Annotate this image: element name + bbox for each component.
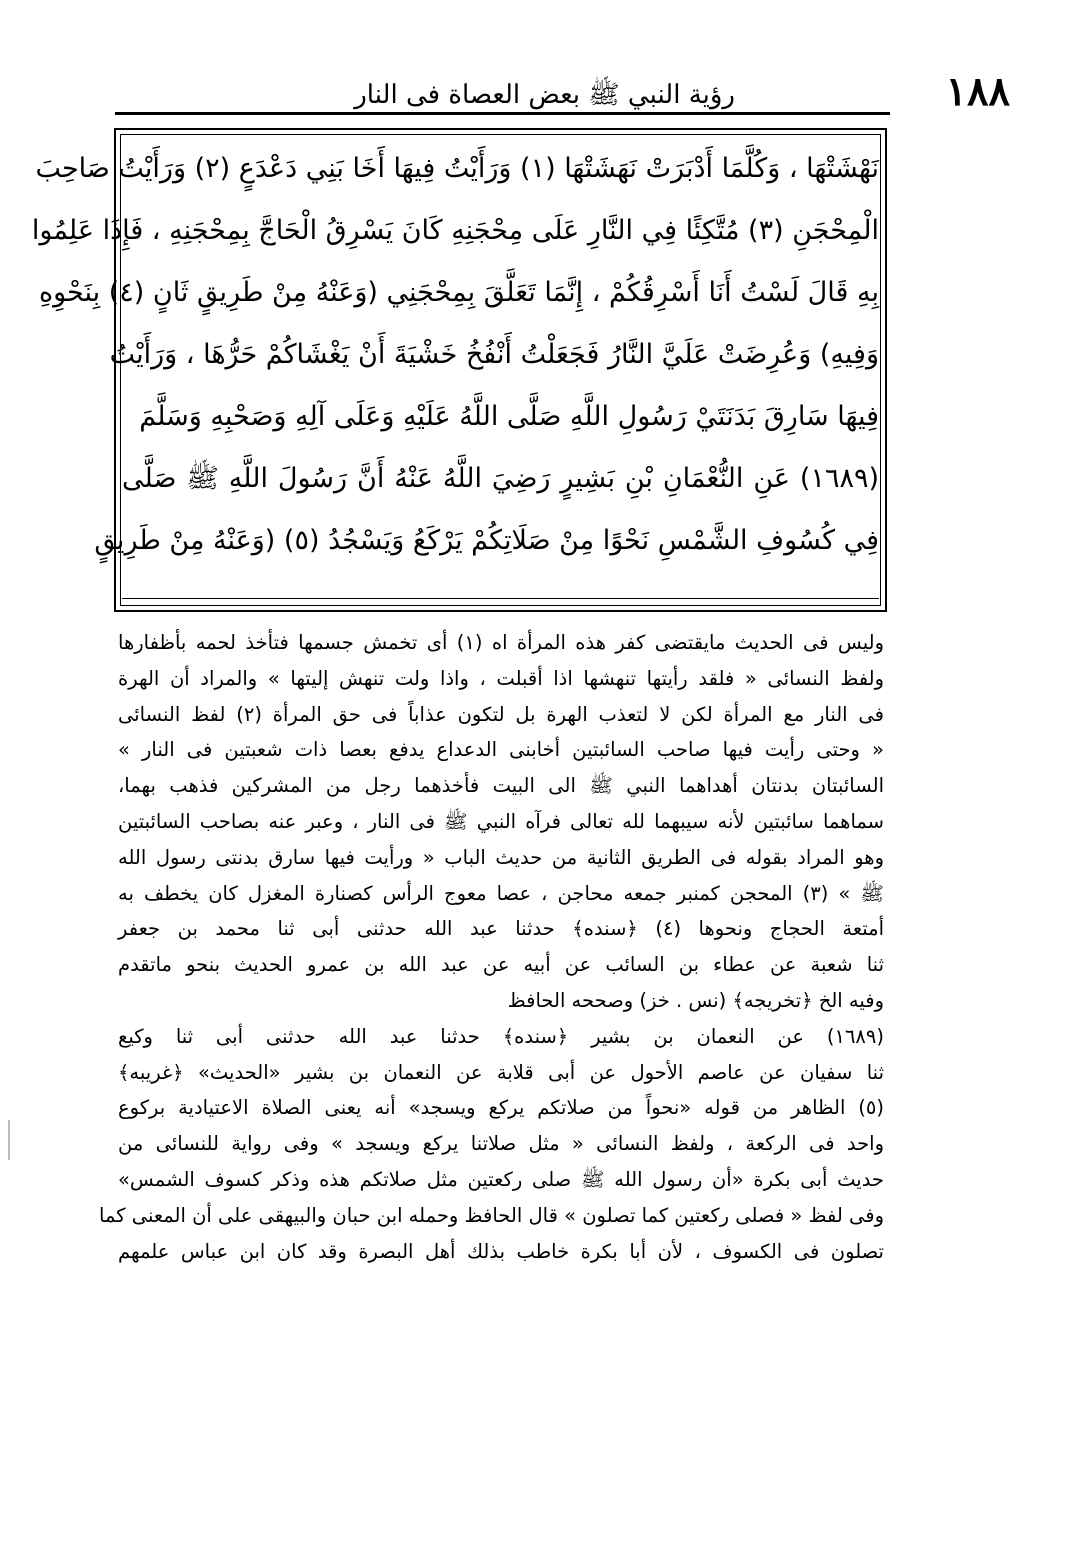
footnote-line: حديث أبى بكرة «أن رسول الله ﷺ صلى ركعتين مثل صلاتكم هذه وذكر كسوف الشمس» — [118, 1167, 884, 1191]
page-number: ١٨٨ — [945, 68, 1010, 115]
main-text-line: فِيهَا سَارِقَ بَدَنَتَيْ رَسُولِ اللَّهِ صَلَّى اللَّهُ عَلَيْهِ وَعَلَى آلِهِ وَصَحْبِهِ وَسَلَّمَ — [139, 401, 879, 432]
footnote-line: أمتعة الحجاج ونحوها (٤) ﴿سنده﴾ حدثنا عبد الله حدثنى أبى ثنا محمد بن جعفر — [118, 917, 884, 941]
footnotes — [99, 625, 884, 1269]
running-title: رؤية النبي ﷺ بعض العصاة فى النار — [354, 80, 735, 110]
header-rule — [115, 112, 890, 115]
main-text-line: فِي كُسُوفِ الشَّمْسِ نَحْوًا مِنْ صَلَاتِكُمْ يَرْكَعُ وَيَسْجُدُ (٥) (وَعَنْهُ مِنْ طَرِيقٍ — [94, 525, 879, 556]
footnote-line: ثنا سفيان عن عاصم الأحول عن أبى قلابة عن النعمان بن بشير «الحديث» ﴿غريبه﴾ — [118, 1060, 884, 1084]
footnote-line: السائبتان بدنتان أهداهما النبي ﷺ الى البيت فأخذهما رجل من المشركين فذهب بهما، — [118, 774, 884, 798]
main-text-line: الْمِحْجَنِ (٣) مُتَّكِئًا فِي النَّارِ عَلَى مِحْجَنِهِ كَانَ يَسْرِقُ الْحَاجَّ بِمِحْجَنِهِ ، فَإِذَا عَلِمُوا — [31, 215, 879, 246]
scan-margin-mark — [8, 1120, 10, 1160]
main-text-line: وَفِيهِ) وَعُرِضَتْ عَلَيَّ النَّارُ فَجَعَلْتُ أَنْفُخُ خَشْيَةَ أَنْ يَغْشَاكُمْ حَرُّهَا ، وَرَأَيْتُ — [109, 339, 879, 370]
footnote-line: تصلون فى الكسوف ، لأن أبا بكرة خاطب بذلك أهل البصرة وقد كان ابن عباس علمهم — [118, 1239, 884, 1263]
footnote-line: (١٦٨٩) عن النعمان بن بشير ﴿سنده﴾ حدثنا عبد الله حدثنى أبى ثنا وكيع — [118, 1024, 884, 1048]
footnote-line: ولفظ النسائى « فلقد رأيتها تنهشها اذا أقبلت ، واذا ولت تنهش إليتها » والمراد أن الهرة — [118, 666, 884, 690]
footnote-line: وليس فى الحديث مايقتضى كفر هذه المرأة اه (١) أى تخمش جسمها فتأخذ لحمه بأظفارها — [118, 631, 884, 654]
main-text-bottom-rule — [122, 598, 879, 599]
footnote-line: ﷺ » (٣) المحجن كمنبر جمعه محاجن ، عصا معوج الرأس كصنارة المغزل كان يخطف به — [118, 881, 884, 905]
page-header — [110, 68, 1010, 116]
footnote-line: (٥) الظاهر من قوله «نحواً من صلاتكم يركع ويسجد» أنه يعنى الصلاة الاعتيادية بركوع — [118, 1096, 884, 1120]
footnote-line: سماهما سائبتين لأنه سيبهما لله تعالى فرآه النبي ﷺ فى النار ، وعبر عنه بصاحب السائبتين — [118, 809, 884, 833]
footnote-line: « وحتى رأيت فيها صاحب السائبتين أخابنى الدعداع يدفع بعصا ذات شعبتين فى النار » — [118, 738, 884, 762]
footnote-line: وفى لفظ « فصلى ركعتين كما تصلون » قال الحافظ وحمله ابن حبان والبيهقى على أن المعنى كما — [99, 1203, 884, 1227]
main-text-line: (١٦٨٩) عَنِ النُّعْمَانِ بْنِ بَشِيرٍ رَضِيَ اللَّهُ عَنْهُ أَنَّ رَسُولَ اللَّهِ ﷺ صَلَّى — [122, 463, 879, 494]
footnote-line: وهو المراد بقوله فى الطريق الثانية من حديث الباب « ورأيت فيها سارق بدنتى رسول الله — [118, 845, 884, 869]
footnote-line: ثنا شعبة عن عطاء بن السائب عن أبيه عن عبد الله بن عمرو الحديث بنحو ماتقدم — [118, 953, 884, 977]
footnote-line: واحد فى الركعة ، ولفظ النسائى « مثل صلاتنا يركع ويسجد » وفى رواية للنسائى من — [118, 1132, 884, 1156]
footnote-line: فى النار مع المرأة لكن لا لتعذب الهرة بل لتكون عذاباً فى حق المرأة (٢) لفظ النسائى — [118, 702, 884, 726]
main-text-line: بِهِ قَالَ لَسْتُ أَنَا أَسْرِقُكُمْ ، إِنَّمَا تَعَلَّقَ بِمِحْجَنِي (وَعَنْهُ مِنْ طَرِيقٍ ثَانٍ (٤) بِنَحْوِهِ — [38, 277, 879, 308]
main-text — [31, 138, 879, 572]
footnote-line: وفيه الخ ﴿تخريجه﴾ (نس . خز) وصححه الحافظ — [507, 988, 884, 1012]
main-text-line: نَهْشَتْهَا ، وَكُلَّمَا أَدْبَرَتْ نَهَشَتْهَا (١) وَرَأَيْتُ فِيهَا أَخَا بَنِي دَعْدَعٍ (٢) وَرَأَيْتُ صَاحِبَ — [35, 153, 879, 184]
